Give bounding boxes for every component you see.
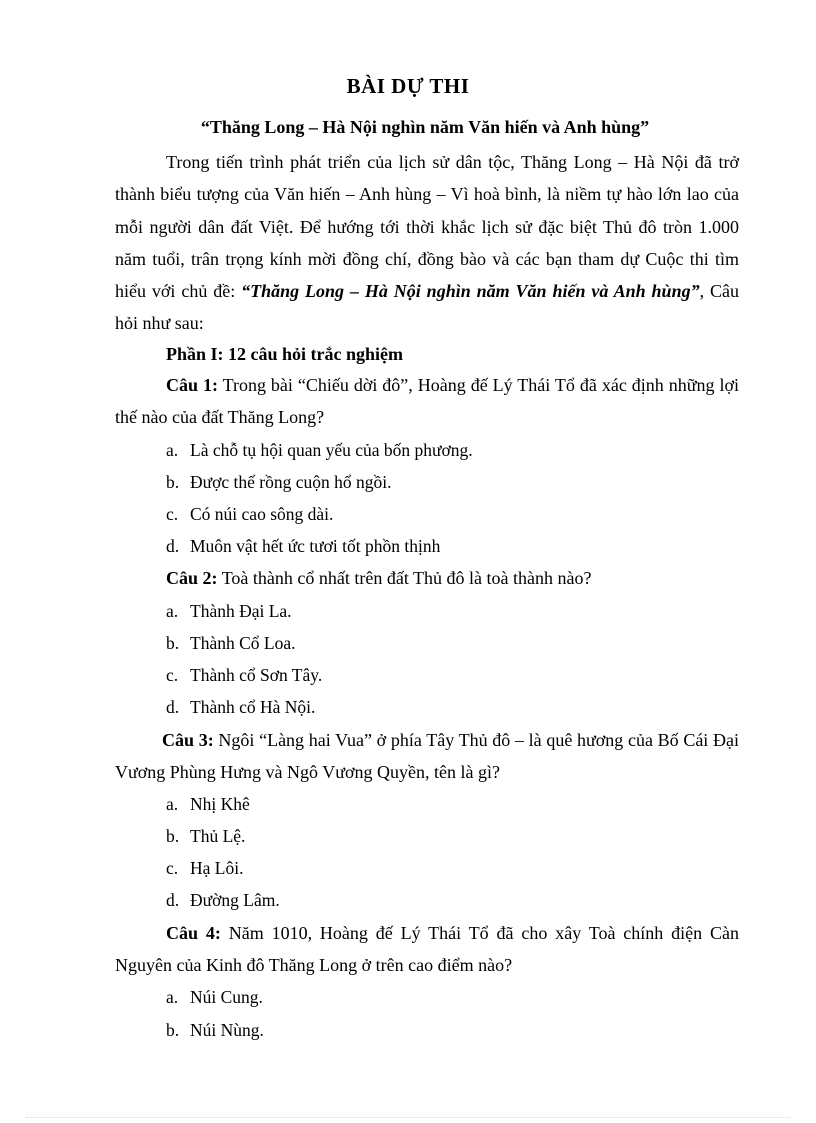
intro-tail: , Câu hỏi như sau: — [115, 281, 739, 334]
question-label: Câu 2: — [166, 568, 218, 588]
intro-text: Trong tiến trình phát triển của lịch sử dân tộc, Thăng Long – Hà Nội đã trở thành biểu tượng của Văn hiến – Anh hùng – Vì hoà bình, là niềm tự hào lớn lao của mỗi người dân đất Việt. Để hướng tới thời khắc lịch sử đặc biệt Thủ đô tròn 1.000 năm tuổi, trân trọng kính mời đồng chí, đồng bào và các bạn tham dự Cuộc thi tìm hiểu với chủ đề: — [115, 152, 739, 302]
option-3c: c. Hạ Lôi. — [166, 858, 244, 878]
option-4a: a. Núi Cung. — [166, 987, 263, 1007]
option-1b: b. Được thế rồng cuộn hổ ngồi. — [166, 472, 392, 492]
option-2b: b. Thành Cổ Loa. — [166, 633, 296, 653]
intro-emphasis: “Thăng Long – Hà Nội nghìn năm Văn hiến và Anh hùng” — [241, 281, 700, 302]
option-4b: b. Núi Nùng. — [166, 1020, 264, 1040]
option-2d: d. Thành cổ Hà Nội. — [166, 697, 316, 717]
question-text: Năm 1010, Hoàng đế Lý Thái Tổ đã cho xây Toà chính điện Càn Nguyên của Kinh đô Thăng Long ở trên cao điểm nào? — [115, 923, 740, 975]
question-text: Trong bài “Chiếu dời đô”, Hoàng đế Lý Thái Tổ đã xác định những lợi thế nào của đất Thăng Long? — [115, 375, 739, 427]
question-1 — [115, 369, 739, 433]
option-3d: d. Đường Lâm. — [166, 890, 280, 910]
section-heading: Phần I: 12 câu hỏi trắc nghiệm — [166, 344, 404, 364]
question-label: Câu 4: — [166, 923, 221, 943]
option-1c: c. Có núi cao sông dài. — [166, 504, 334, 524]
question-text: Ngôi “Làng hai Vua” ở phía Tây Thủ đô – là quê hương của Bố Cái Đại Vương Phùng Hưng và Ngô Vương Quyền, tên là gì? — [115, 730, 739, 782]
option-3a: a. Nhị Khê — [166, 794, 250, 814]
question-2 — [115, 562, 739, 594]
option-1d: d. Muôn vật hết ức tươi tốt phồn thịnh — [166, 536, 441, 556]
question-3 — [115, 724, 739, 788]
question-label: Câu 3: — [162, 730, 214, 750]
document-title: BÀI DỰ THI — [346, 74, 470, 98]
document-subtitle: “Thăng Long – Hà Nội nghìn năm Văn hiến và Anh hùng” — [200, 117, 650, 137]
question-text: Toà thành cổ nhất trên đất Thủ đô là toà thành nào? — [217, 568, 592, 588]
page-bottom-divider — [26, 1117, 790, 1118]
option-2c: c. Thành cổ Sơn Tây. — [166, 665, 323, 685]
question-4 — [115, 917, 739, 981]
option-1a: a. Là chỗ tụ hội quan yếu của bốn phương. — [166, 440, 473, 460]
question-label: Câu 1: — [166, 375, 218, 395]
option-3b: b. Thủ Lệ. — [166, 826, 246, 846]
option-2a: a. Thành Đại La. — [166, 601, 292, 621]
intro-paragraph — [115, 146, 739, 340]
